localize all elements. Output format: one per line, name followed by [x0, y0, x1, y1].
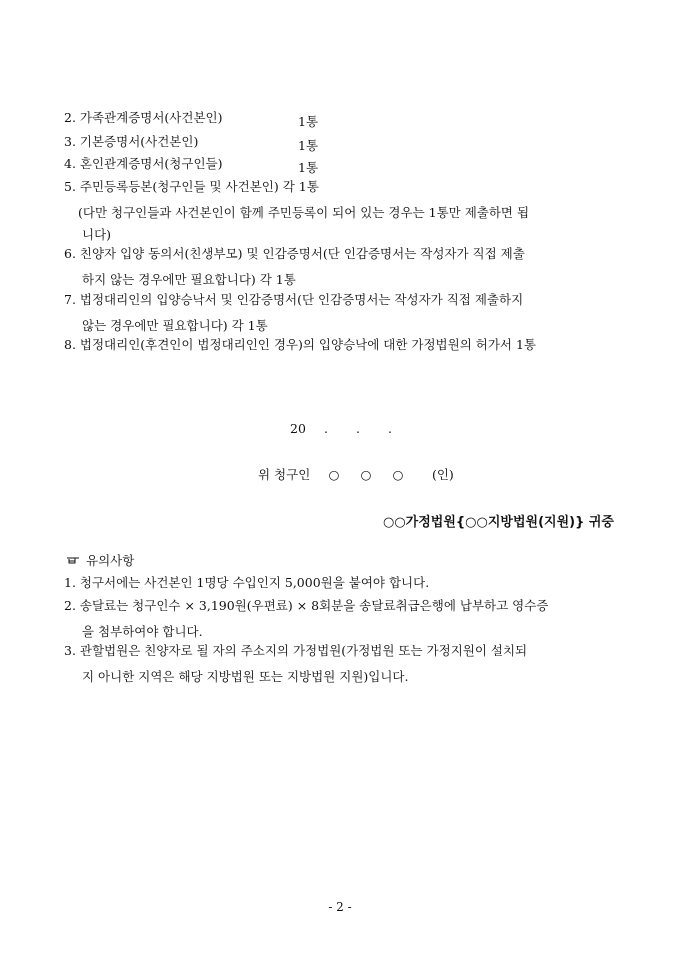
attachment-item-3: [64, 136, 198, 149]
court-addressee: ○○가정법원{○○지방법원(지원)} 귀중: [383, 515, 614, 530]
attachment-item-6-cont: 하지 않는 경우에만 필요합니다) 각 1통: [82, 272, 296, 287]
attachment-item-8: 8. 법정대리인(후견인이 법정대리인인 경우)의 입양승낙에 대한 가정법원의 허가서 1통: [64, 337, 536, 352]
signature-name-char: ○: [328, 467, 340, 482]
notice-title-text: 유의사항: [86, 553, 135, 568]
attachment-count-4: 1통: [298, 160, 319, 175]
attachment-item-2: [64, 112, 222, 125]
signature-line: [258, 465, 454, 483]
date-sep: .: [387, 421, 392, 436]
notice-item-1: 1. 청구서에는 사건본인 1명당 수입인지 5,000원을 붙여야 합니다.: [64, 575, 430, 590]
signature-seal: (인): [431, 467, 454, 482]
attachment-label: 2. 가족관계증명서(사건본인): [64, 110, 223, 125]
attachment-item-7-cont: 않는 경우에만 필요합니다) 각 1통: [82, 318, 268, 333]
attachment-note-line2: 니다): [82, 227, 112, 242]
attachment-note-line1: (다만 청구인들과 사건본인이 함께 주민등록이 되어 있는 경우는 1통만 제출하면 됩: [78, 205, 530, 220]
attachment-count-3: 1통: [298, 138, 319, 153]
date-line: [288, 421, 404, 436]
attachment-label: 4. 혼인관계증명서(청구인들): [64, 156, 223, 171]
date-year: 20: [290, 421, 306, 436]
notice-item-2-cont: 을 첨부하여야 합니다.: [82, 624, 203, 639]
attachment-label: 3. 기본증명서(사건본인): [64, 134, 199, 149]
signature-name-char: ○: [392, 467, 404, 482]
page-number: - 2 -: [328, 900, 352, 914]
notice-item-3-cont: 지 아니한 지역은 해당 지방법원 또는 지방법원 지원)입니다.: [82, 669, 409, 684]
attachment-count-2: 1통: [298, 114, 319, 129]
attachment-item-6: 6. 친양자 입양 동의서(친생부모) 및 인감증명서(단 인감증명서는 작성자가 직접 제출: [64, 246, 525, 261]
pointing-hand-icon: [66, 554, 80, 566]
attachment-item-7: 7. 법정대리인의 입양승낙서 및 인감증명서(단 인감증명서는 작성자가 직접 제출하지: [64, 292, 524, 307]
signature-name-char: ○: [360, 467, 372, 482]
notice-item-3: 3. 관할법원은 친양자로 될 자의 주소지의 가정법원(가정법원 또는 가정지원이 설치되: [64, 643, 528, 658]
attachment-item-5: 5. 주민등록등본(청구인들 및 사건본인) 각 1통: [64, 179, 319, 194]
date-sep: .: [355, 421, 360, 436]
notice-title: [66, 551, 134, 569]
date-sep: .: [323, 421, 328, 436]
signature-prefix: 위 청구인: [258, 467, 311, 482]
notice-item-2: 2. 송달료는 청구인수 × 3,190원(우편료) × 8회분을 송달료취급은행에 납부하고 영수증: [64, 598, 549, 613]
attachment-item-4: [64, 158, 222, 171]
